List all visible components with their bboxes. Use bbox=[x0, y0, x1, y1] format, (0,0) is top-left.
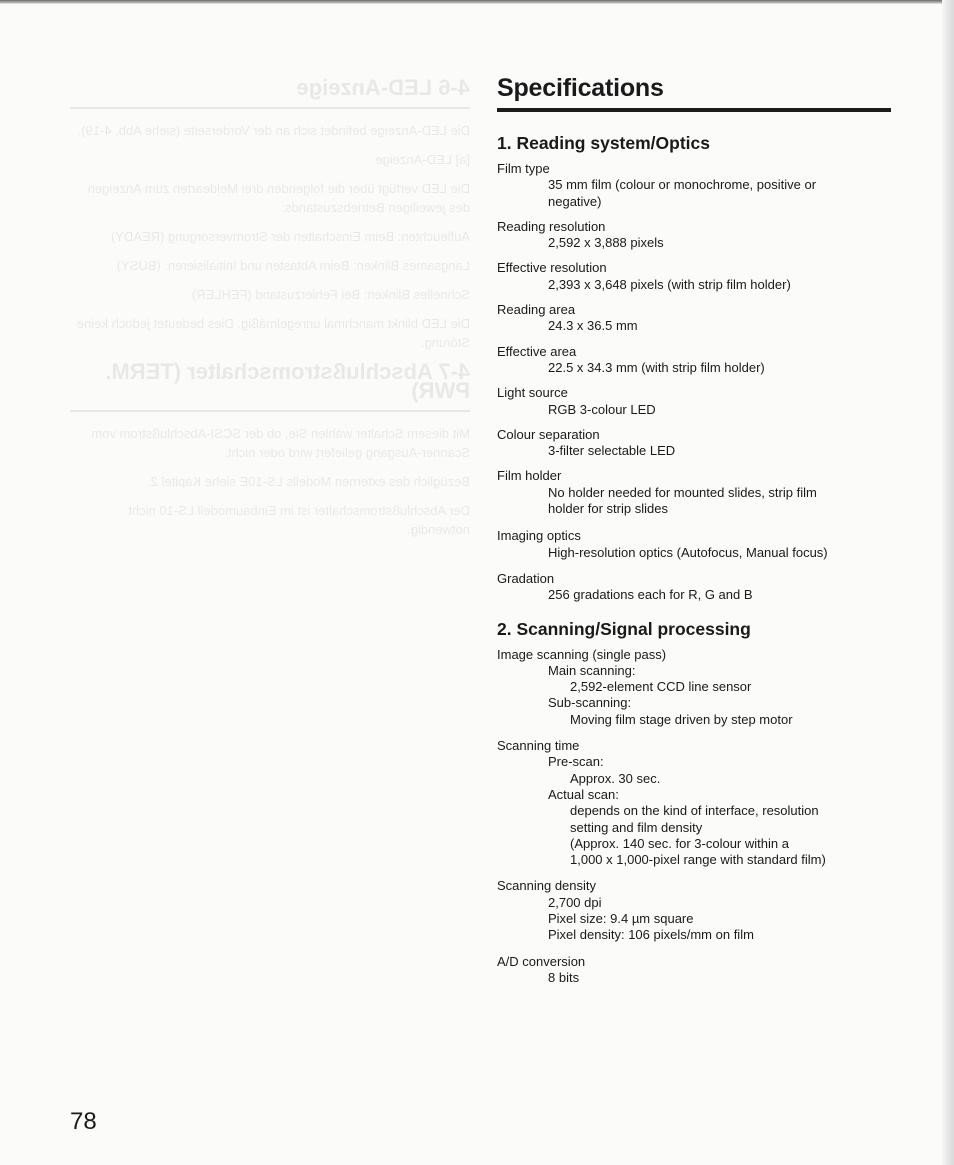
spec-sublabel-main-scanning: Main scanning: bbox=[548, 662, 636, 678]
bleed-heading-2: 4-7 Abschlußstromschalter (TERM. PWR) bbox=[105, 359, 470, 403]
spec-list-scanning bbox=[497, 647, 891, 987]
spec-label-scanning-density: Scanning density bbox=[497, 878, 597, 894]
spec-sublabel-actual-scan: Actual scan: bbox=[548, 786, 619, 802]
bleed-rule-2 bbox=[70, 410, 470, 412]
spec-sublabel-pre-scan: Pre-scan: bbox=[548, 754, 604, 770]
bleed-rule-1 bbox=[70, 107, 470, 109]
bleed-line: Bezüglich des externen Modells LS-10E siehe Kapitel 2. bbox=[146, 474, 470, 489]
spec-value-ad-conversion: 8 bits bbox=[548, 969, 580, 985]
bleed-line: Die LED-Anzeige befindet sich an der Vorderseite (siehe Abb. 4-19). bbox=[77, 123, 470, 138]
spec-value-film-type: negative) bbox=[548, 193, 602, 209]
spec-label-image-scanning: Image scanning (single pass) bbox=[497, 646, 667, 662]
spec-value-pixel-size: Pixel size: 9.4 µm square bbox=[548, 910, 694, 926]
spec-value-film-holder: holder for strip slides bbox=[548, 501, 668, 517]
bleed-line: Mit diesem Schalter wählen Sie, ob der SCSI-Abschlußstrom vom Scanner-Ausgang geliefert wird oder nicht. bbox=[91, 426, 470, 460]
spec-value-pre-scan: Approx. 30 sec. bbox=[570, 770, 661, 786]
spec-value-main-scanning: 2,592-element CCD line sensor bbox=[570, 679, 752, 695]
spec-value-light-source: RGB 3-colour LED bbox=[548, 401, 656, 417]
section-heading-reading-system: 1. Reading system/Optics bbox=[497, 133, 710, 153]
spec-label-imaging-optics: Imaging optics bbox=[497, 528, 581, 544]
spec-value-actual-scan: depends on the kind of interface, resolution bbox=[570, 803, 819, 819]
spec-label-film-type: Film type bbox=[497, 161, 550, 176]
spec-list-reading-system bbox=[497, 161, 891, 604]
bleed-line: [a] LED-Anzeige bbox=[375, 152, 470, 167]
section-heading-scanning: 2. Scanning/Signal processing bbox=[497, 618, 751, 639]
spec-value-effective-resolution: 2,393 x 3,648 pixels (with strip film holder) bbox=[548, 276, 791, 292]
spec-label-film-holder: Film holder bbox=[497, 468, 562, 484]
page-title: Specifications bbox=[497, 74, 664, 102]
spec-label-scanning-time: Scanning time bbox=[497, 738, 580, 754]
specifications-column bbox=[497, 72, 891, 986]
page-number: 78 bbox=[70, 1108, 97, 1135]
spec-value-film-type: 35 mm film (colour or monochrome, positive or bbox=[548, 177, 817, 193]
bleed-line: Der Abschlußstromschalter ist im Einbaumodell LS-10 nicht notwendig. bbox=[128, 503, 470, 537]
bleed-line: Die LED verfügt über die folgenden drei Meldearten zum Anzeigen des jeweiligen Betriebszustands: bbox=[87, 181, 470, 215]
bleed-through-text bbox=[70, 70, 470, 590]
spec-label-reading-area: Reading area bbox=[497, 302, 576, 318]
spec-sublabel-sub-scanning: Sub-scanning: bbox=[548, 695, 632, 711]
spec-value-actual-scan: 1,000 x 1,000-pixel range with standard film) bbox=[570, 852, 826, 868]
bleed-heading-1: 4-6 LED-Anzeige bbox=[296, 75, 470, 100]
spec-value-actual-scan: setting and film density bbox=[570, 819, 703, 835]
spec-value-pixel-density: Pixel density: 106 pixels/mm on film bbox=[548, 927, 754, 943]
spec-label-effective-resolution: Effective resolution bbox=[497, 260, 607, 276]
spec-value-film-holder: No holder needed for mounted slides, strip film bbox=[548, 484, 817, 500]
spec-label-ad-conversion: A/D conversion bbox=[497, 953, 586, 969]
bleed-line: Aufleuchten: Beim Einschalten der Stromversorgung (READY) bbox=[110, 229, 470, 244]
spec-value-scanning-density: 2,700 dpi bbox=[548, 894, 602, 910]
bleed-line: Die LED blinkt manchmal unregelmäßig. Dies bedeutet jedoch keine Störung. bbox=[76, 316, 470, 350]
spec-value-sub-scanning: Moving film stage driven by step motor bbox=[570, 711, 793, 727]
spec-label-effective-area: Effective area bbox=[497, 343, 577, 359]
page-binding-edge bbox=[942, 0, 954, 1165]
spec-value-imaging-optics: High-resolution optics (Autofocus, Manual focus) bbox=[548, 544, 828, 560]
spec-label-light-source: Light source bbox=[497, 385, 568, 401]
title-rule bbox=[497, 108, 891, 112]
spec-value-gradation: 256 gradations each for R, G and B bbox=[548, 587, 753, 603]
spec-label-gradation: Gradation bbox=[497, 570, 555, 586]
bleed-line: Schnelles Blinken: Bei Fehlerzustand (FEHLER) bbox=[191, 287, 470, 302]
spec-value-effective-area: 22.5 x 34.3 mm (with strip film holder) bbox=[548, 359, 765, 375]
bleed-line: Langsames Blinken: Beim Abtasten und Initialisieren. (BUSY) bbox=[116, 258, 470, 273]
spec-value-actual-scan: (Approx. 140 sec. for 3-colour within a bbox=[570, 835, 789, 851]
spec-label-colour-separation: Colour separation bbox=[497, 426, 600, 442]
page-top-edge bbox=[0, 0, 954, 4]
spec-label-reading-resolution: Reading resolution bbox=[497, 218, 606, 234]
spec-value-reading-resolution: 2,592 x 3,888 pixels bbox=[548, 235, 664, 251]
spec-value-reading-area: 24.3 x 36.5 mm bbox=[548, 318, 638, 334]
spec-value-colour-separation: 3-filter selectable LED bbox=[548, 443, 676, 459]
